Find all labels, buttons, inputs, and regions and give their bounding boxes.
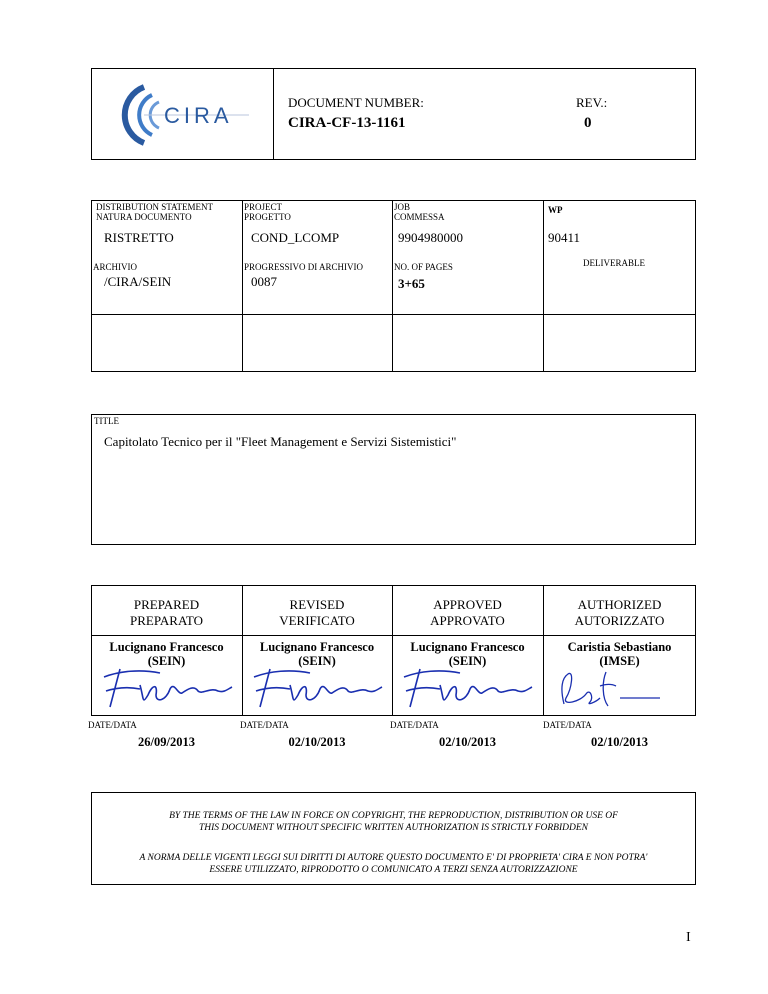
wp-label: WP	[548, 205, 563, 215]
role-prepared: PREPARED PREPARATO	[130, 597, 203, 628]
date-label-authorized: DATE/DATA	[543, 720, 592, 730]
doc-number-value: CIRA-CF-13-1161	[288, 115, 406, 131]
role-revised: REVISED VERIFICATO	[279, 597, 355, 628]
date-label-revised: DATE/DATA	[240, 720, 289, 730]
signature-revised	[250, 665, 385, 710]
signer-name-approved: Lucignano Francesco (SEIN)	[410, 640, 525, 668]
progressive-label: PROGRESSIVO DI ARCHIVIO	[244, 262, 364, 272]
project-label: PROJECT PROGETTO	[244, 202, 291, 222]
archive-value: /CIRA/SEIN	[104, 274, 172, 289]
pages-value: 3+65	[398, 276, 425, 291]
role-approved: APPROVED APPROVATO	[430, 597, 505, 628]
signature-prepared	[100, 665, 235, 710]
signer-name-revised: Lucignano Francesco (SEIN)	[259, 640, 375, 668]
signer-name-authorized: Caristia Sebastiano (IMSE)	[567, 640, 672, 668]
doc-number-label: DOCUMENT NUMBER:	[288, 95, 424, 110]
legal-notice-english: BY THE TERMS OF THE LAW IN FORCE ON COPYRIGHT, THE REPRODUCTION, DISTRIBUTION OR USE OF THIS DOCUMENT WITHOUT SPECIFIC WRITTEN AUTHORIZATION IS STRICTLY FORBIDDEN	[169, 811, 618, 833]
date-prepared: 26/09/2013	[138, 735, 195, 749]
deliverable-label: DELIVERABLE	[583, 258, 645, 268]
legal-notice-italian: A NORMA DELLE VIGENTI LEGGI SUI DIRITTI DI AUTORE QUESTO DOCUMENTO E' DI PROPRIETA' CIRA E NON POTRA' ESSERE UTILIZZATO, RIPRODOTTO O COMUNICATO A TERZI SENZA AUTORIZZAZIONE	[139, 853, 648, 875]
wp-value: 90411	[548, 230, 581, 245]
logo-text: CIRA	[164, 103, 233, 128]
title-label: TITLE	[94, 416, 119, 426]
signature-approved	[400, 665, 535, 710]
date-label-approved: DATE/DATA	[390, 720, 439, 730]
info-grid	[91, 200, 696, 372]
signature-authorized	[550, 668, 670, 710]
job-value: 9904980000	[398, 230, 463, 245]
pages-label: NO. OF PAGES	[394, 262, 453, 272]
page-number: I	[686, 930, 691, 945]
progressive-value: 0087	[251, 274, 277, 289]
date-approved: 02/10/2013	[439, 735, 496, 749]
date-authorized: 02/10/2013	[591, 735, 648, 749]
date-label-prepared: DATE/DATA	[88, 720, 137, 730]
date-revised: 02/10/2013	[288, 735, 346, 749]
rev-value: 0	[584, 115, 592, 131]
distribution-value: RISTRETTO	[104, 230, 174, 245]
rev-label: REV.:	[576, 95, 608, 110]
role-authorized: AUTHORIZED AUTORIZZATO	[574, 597, 665, 628]
job-label: JOB COMMESSA	[394, 202, 445, 222]
cira-logo	[104, 77, 254, 152]
distribution-label: DISTRIBUTION STATEMENT NATURA DOCUMENTO	[96, 202, 214, 222]
archive-label: ARCHIVIO	[93, 262, 137, 272]
document-title: Capitolato Tecnico per il "Fleet Management e Servizi Sistemistici"	[104, 434, 457, 449]
signer-name-prepared: Lucignano Francesco (SEIN)	[109, 640, 224, 668]
project-value: COND_LCOMP	[251, 230, 340, 245]
